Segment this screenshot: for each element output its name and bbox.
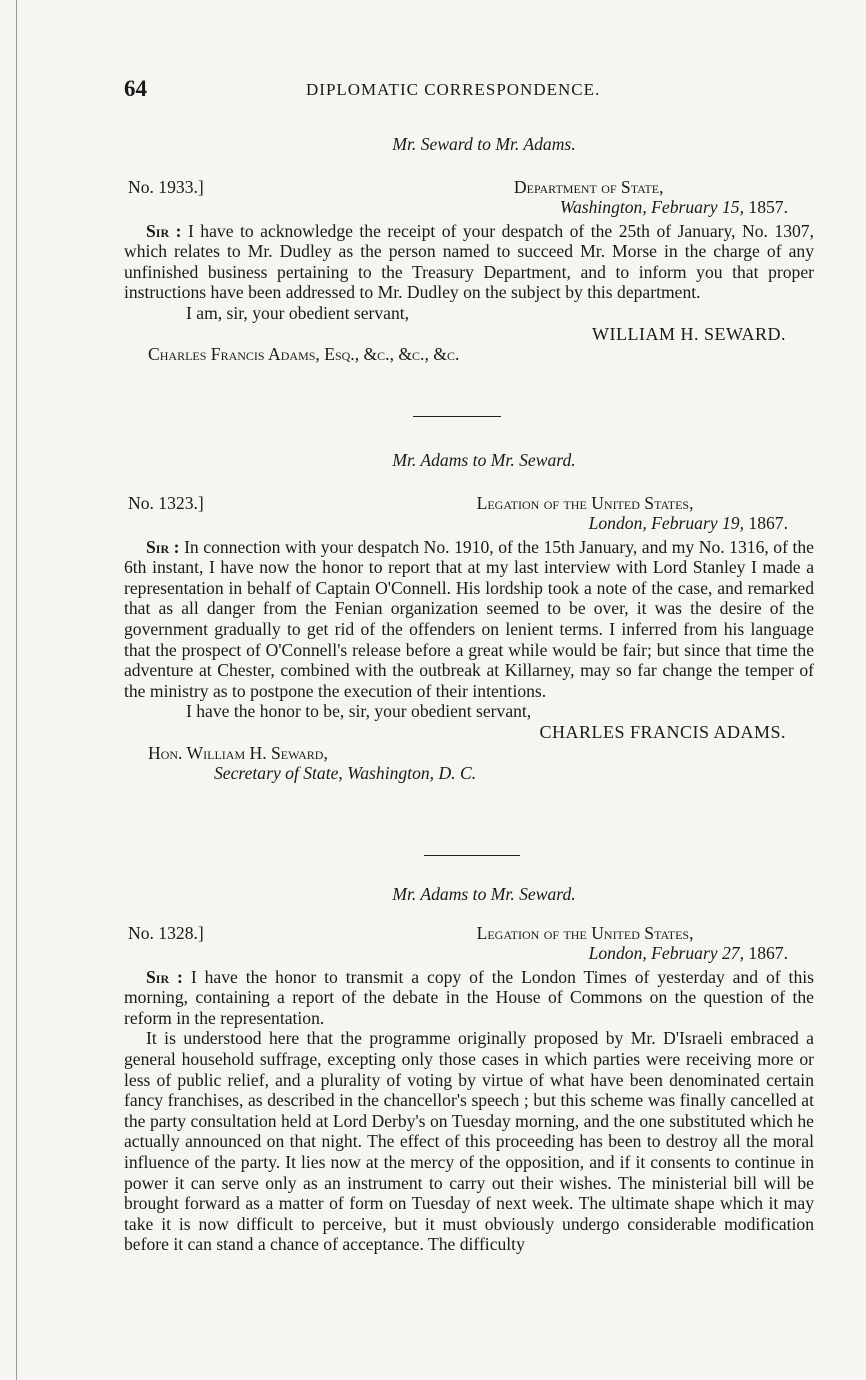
sender-block (477, 493, 788, 534)
addressee: Hon. William H. Seward, (148, 742, 328, 763)
despatch-number: No. 1328.] (128, 922, 204, 943)
dateline (124, 919, 814, 964)
running-head (124, 76, 824, 106)
paragraph-text: In connection with your despatch No. 1910, of the 15th January, and my No. 1316, of the 6th instant, I have now the honor to report that at my last interview with Lord Stanley I made a representation in behalf of Captain O'Connell. His lordship took a note of the case, and remarked that as all danger from the Fenian organization seemed to be over, it was the desire of the government gradually to get rid of the offenders on lenient terms. I inferred from his language that the prospect of O'Connell's release before a great while would be fair; but since that time the adventure at Chester, combined with the outbreak at Killarney, may so far change the temper of the ministry as to postpone the execution of their intentions. (124, 536, 814, 701)
salutation: Sir : (146, 220, 182, 241)
section-separator (424, 855, 520, 856)
running-title: DIPLOMATIC CORRESPONDENCE. (306, 80, 601, 99)
body-paragraph (124, 967, 814, 1029)
place-date (477, 943, 788, 964)
sender-block (514, 177, 788, 218)
place-date (514, 197, 788, 218)
addressee: Charles Francis Adams, Esq., &c., &c., &c. (148, 344, 460, 365)
letter-adams-to-seward-1328 (124, 884, 814, 1255)
sender-office: Legation of the United States, (476, 492, 694, 513)
paragraph-text: I have to acknowledge the receipt of your despatch of the 25th of January, No. 1307, which relates to Mr. Dudley as the person named to succeed Mr. Morse in the charge of any unfinished business pertaining to the Treasury Department, and to inform you that proper instructions have been addressed to Mr. Dudley on the subject by this department. (124, 220, 814, 303)
addressee-title: Secretary of State, Washington, D. C. (214, 763, 477, 784)
body-paragraph (124, 537, 814, 702)
letter-heading: Mr. Adams to Mr. Seward. (392, 450, 576, 470)
closing: I am, sir, your obedient servant, (186, 302, 410, 323)
sender-block (477, 923, 788, 964)
closing: I have the honor to be, sir, your obedient servant, (186, 701, 532, 722)
sender-office: Department of State, (513, 176, 664, 197)
signature: CHARLES FRANCIS ADAMS. (539, 721, 786, 742)
paragraph-text: I have the honor to transmit a copy of the London Times of yesterday and of this morning, containing a report of the debate in the House of Commons on the question of the reform in the representation. (124, 966, 814, 1028)
place-date-text: Washington, February 15, (559, 197, 744, 218)
letter-adams-to-seward-1323 (124, 450, 814, 784)
year: 1867. (748, 943, 788, 964)
despatch-number: No. 1323.] (128, 492, 204, 513)
salutation: Sir : (146, 536, 180, 557)
page-number: 64 (124, 76, 147, 101)
letter-heading: Mr. Seward to Mr. Adams. (392, 134, 576, 154)
letter-seward-to-adams-1933 (124, 134, 814, 365)
salutation: Sir : (146, 966, 183, 987)
letter-heading: Mr. Adams to Mr. Seward. (392, 884, 576, 904)
section-separator (413, 416, 501, 417)
despatch-number: No. 1933.] (128, 176, 204, 197)
place-date (477, 513, 788, 534)
year: 1867. (748, 513, 788, 534)
place-date-text: London, February 19, (588, 513, 744, 534)
place-date-text: London, February 27, (588, 943, 744, 964)
body-paragraph (124, 221, 814, 303)
dateline (124, 173, 814, 218)
year: 1857. (748, 197, 788, 218)
body-paragraph: It is understood here that the programme originally proposed by Mr. D'Israeli embraced a general household suffrage, excepting only those cases in which parties were receiving more or less of public relief, and a plurality of voting by virtue of what have been denominated certain fancy franchises, as described in the chancellor's speech ; but this scheme was finally cancelled at the party consultation held at Lord Derby's on Tuesday morning, and the one substituted which he actually announced on that night. The effect of this proceeding has been to destroy all the moral influence of the party. It lies now at the mercy of the opposition, and if it consents to continue in power it can serve only as an instrument to carry out their wishes. The ministerial bill will be brought forward as a matter of form on Tuesday of next week. The ultimate shape which it may take it is now difficult to perceive, but it must obviously undergo considerable modification before it can stand a chance of acceptance. The difficulty (124, 1028, 814, 1255)
dateline (124, 489, 814, 534)
sender-office: Legation of the United States, (476, 922, 694, 943)
signature: WILLIAM H. SEWARD. (592, 323, 786, 344)
